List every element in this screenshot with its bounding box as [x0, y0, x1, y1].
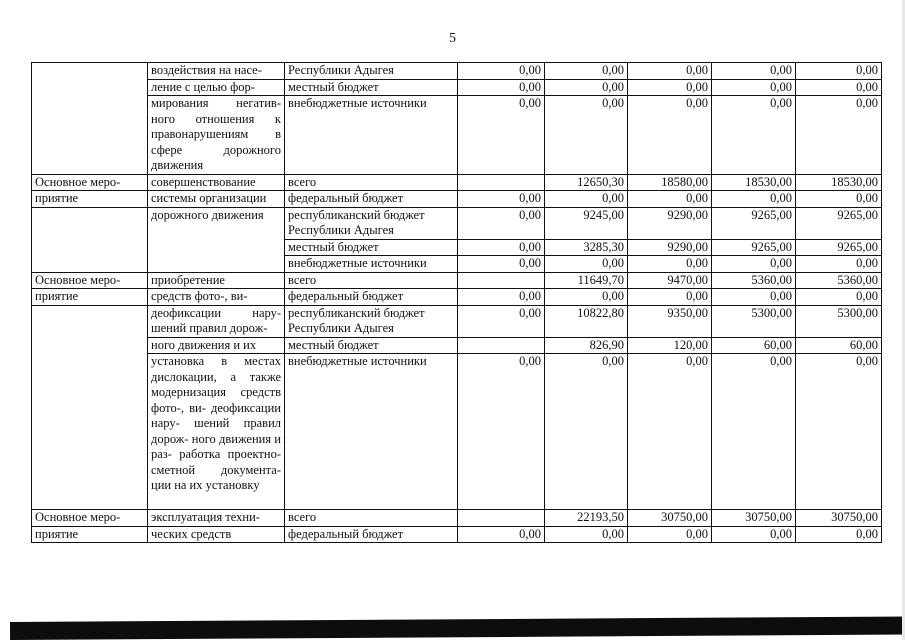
value-cell: 0,00 — [458, 305, 545, 337]
table-row — [32, 289, 882, 306]
value-cell: 9265,00 — [796, 207, 882, 239]
value-cell: 0,00 — [458, 239, 545, 256]
value-cell — [458, 337, 545, 354]
value-cell: 0,00 — [458, 191, 545, 208]
value-cell: 9350,00 — [628, 305, 712, 337]
value-cell: 9265,00 — [796, 239, 882, 256]
value-cell: 5300,00 — [796, 305, 882, 337]
value-cell: 0,00 — [545, 79, 628, 96]
kind-cell: приятие — [32, 289, 148, 306]
value-cell: 0,00 — [712, 256, 796, 273]
value-cell: 826,90 — [545, 337, 628, 354]
value-cell: 0,00 — [458, 526, 545, 543]
source-cell: местный бюджет — [285, 337, 458, 354]
value-cell: 0,00 — [545, 191, 628, 208]
desc-cell: ческих средств — [148, 526, 285, 543]
kind-cell: приятие — [32, 526, 148, 543]
kind-cell: Основное меро- — [32, 174, 148, 191]
value-cell: 60,00 — [712, 337, 796, 354]
table-row — [32, 510, 882, 527]
desc-cell: воздействия на насе- — [148, 63, 285, 80]
kind-cell — [32, 305, 148, 510]
desc-cell: приобретение — [148, 272, 285, 289]
table-row — [32, 174, 882, 191]
source-cell: внебюджетные источники — [285, 256, 458, 273]
value-cell: 9265,00 — [712, 239, 796, 256]
source-cell: Республики Адыгея — [285, 63, 458, 80]
source-cell: местный бюджет — [285, 239, 458, 256]
value-cell: 0,00 — [796, 96, 882, 175]
table-row — [32, 272, 882, 289]
source-cell: федеральный бюджет — [285, 289, 458, 306]
value-cell: 30750,00 — [796, 510, 882, 527]
value-cell: 0,00 — [712, 289, 796, 306]
value-cell: 22193,50 — [545, 510, 628, 527]
desc-cell: мирования негатив- ного отношения к правонарушениям в сфере дорожного движения — [148, 96, 285, 175]
source-cell: республиканский бюджет Республики Адыгея — [285, 305, 458, 337]
desc-cell: совершенствование — [148, 174, 285, 191]
source-cell: федеральный бюджет — [285, 191, 458, 208]
value-cell: 5300,00 — [712, 305, 796, 337]
value-cell: 5360,00 — [712, 272, 796, 289]
table-row — [32, 79, 882, 96]
kind-cell: Основное меро- — [32, 272, 148, 289]
value-cell: 0,00 — [628, 256, 712, 273]
value-cell: 0,00 — [796, 79, 882, 96]
value-cell: 0,00 — [628, 526, 712, 543]
value-cell: 30750,00 — [628, 510, 712, 527]
value-cell: 0,00 — [712, 96, 796, 175]
table-row — [32, 96, 882, 175]
value-cell: 0,00 — [545, 96, 628, 175]
value-cell: 0,00 — [628, 191, 712, 208]
table-row — [32, 63, 882, 80]
source-cell: местный бюджет — [285, 79, 458, 96]
table-row — [32, 191, 882, 208]
value-cell: 0,00 — [712, 191, 796, 208]
value-cell: 0,00 — [628, 354, 712, 510]
value-cell — [458, 272, 545, 289]
value-cell: 5360,00 — [796, 272, 882, 289]
value-cell: 0,00 — [796, 191, 882, 208]
value-cell — [458, 174, 545, 191]
value-cell: 9470,00 — [628, 272, 712, 289]
value-cell: 9245,00 — [545, 207, 628, 239]
kind-cell: Основное меро- — [32, 510, 148, 527]
kind-cell — [32, 207, 148, 272]
desc-cell: дорожного движения — [148, 207, 285, 272]
value-cell: 0,00 — [545, 289, 628, 306]
value-cell: 11649,70 — [545, 272, 628, 289]
scan-edge-shadow — [10, 617, 905, 640]
desc-cell: ление с целью фор- — [148, 79, 285, 96]
kind-cell: приятие — [32, 191, 148, 208]
value-cell: 0,00 — [545, 526, 628, 543]
value-cell: 9290,00 — [628, 239, 712, 256]
value-cell: 0,00 — [712, 63, 796, 80]
value-cell: 0,00 — [796, 256, 882, 273]
value-cell: 3285,30 — [545, 239, 628, 256]
value-cell: 18580,00 — [628, 174, 712, 191]
value-cell: 0,00 — [458, 96, 545, 175]
source-cell: республиканский бюджет Республики Адыгея — [285, 207, 458, 239]
value-cell: 0,00 — [796, 63, 882, 80]
value-cell: 10822,80 — [545, 305, 628, 337]
value-cell: 0,00 — [796, 526, 882, 543]
desc-cell: эксплуатация техни- — [148, 510, 285, 527]
desc-cell: средств фото-, ви- — [148, 289, 285, 306]
value-cell: 0,00 — [458, 256, 545, 273]
source-cell: всего — [285, 510, 458, 527]
value-cell: 9290,00 — [628, 207, 712, 239]
value-cell: 120,00 — [628, 337, 712, 354]
desc-cell: системы организации — [148, 191, 285, 208]
value-cell: 0,00 — [458, 207, 545, 239]
table-row — [32, 207, 882, 239]
value-cell: 0,00 — [458, 354, 545, 510]
value-cell: 18530,00 — [712, 174, 796, 191]
table-row — [32, 305, 882, 337]
value-cell — [458, 510, 545, 527]
value-cell: 12650,30 — [545, 174, 628, 191]
table-row — [32, 526, 882, 543]
value-cell: 60,00 — [796, 337, 882, 354]
value-cell: 0,00 — [712, 526, 796, 543]
page-number: 5 — [449, 31, 456, 46]
value-cell: 18530,00 — [796, 174, 882, 191]
desc-cell: установка в местах дислокации, а также модернизация средств фото-, ви- деофиксации нару- шений правил дорож- ного движения и раз- работка проектно- сметной документа- ции на их установку — [148, 354, 285, 510]
desc-cell: ного движения и их — [148, 337, 285, 354]
value-cell: 0,00 — [458, 63, 545, 80]
source-cell: всего — [285, 174, 458, 191]
value-cell: 0,00 — [628, 289, 712, 306]
value-cell: 0,00 — [796, 289, 882, 306]
value-cell: 0,00 — [458, 289, 545, 306]
kind-cell — [32, 63, 148, 175]
desc-cell: деофиксации нару- шений правил дорож- — [148, 305, 285, 337]
value-cell: 0,00 — [545, 354, 628, 510]
source-cell: всего — [285, 272, 458, 289]
value-cell: 0,00 — [545, 63, 628, 80]
table-row — [32, 337, 882, 354]
value-cell: 0,00 — [796, 354, 882, 510]
source-cell: федеральный бюджет — [285, 526, 458, 543]
value-cell: 0,00 — [628, 96, 712, 175]
value-cell: 0,00 — [628, 79, 712, 96]
value-cell: 0,00 — [712, 79, 796, 96]
value-cell: 0,00 — [628, 63, 712, 80]
value-cell: 30750,00 — [712, 510, 796, 527]
table-row — [32, 354, 882, 510]
source-cell: внебюджетные источники — [285, 354, 458, 510]
budget-table — [31, 62, 882, 543]
value-cell: 0,00 — [712, 354, 796, 510]
value-cell: 0,00 — [458, 79, 545, 96]
value-cell: 9265,00 — [712, 207, 796, 239]
source-cell: внебюджетные источники — [285, 96, 458, 175]
value-cell: 0,00 — [545, 256, 628, 273]
